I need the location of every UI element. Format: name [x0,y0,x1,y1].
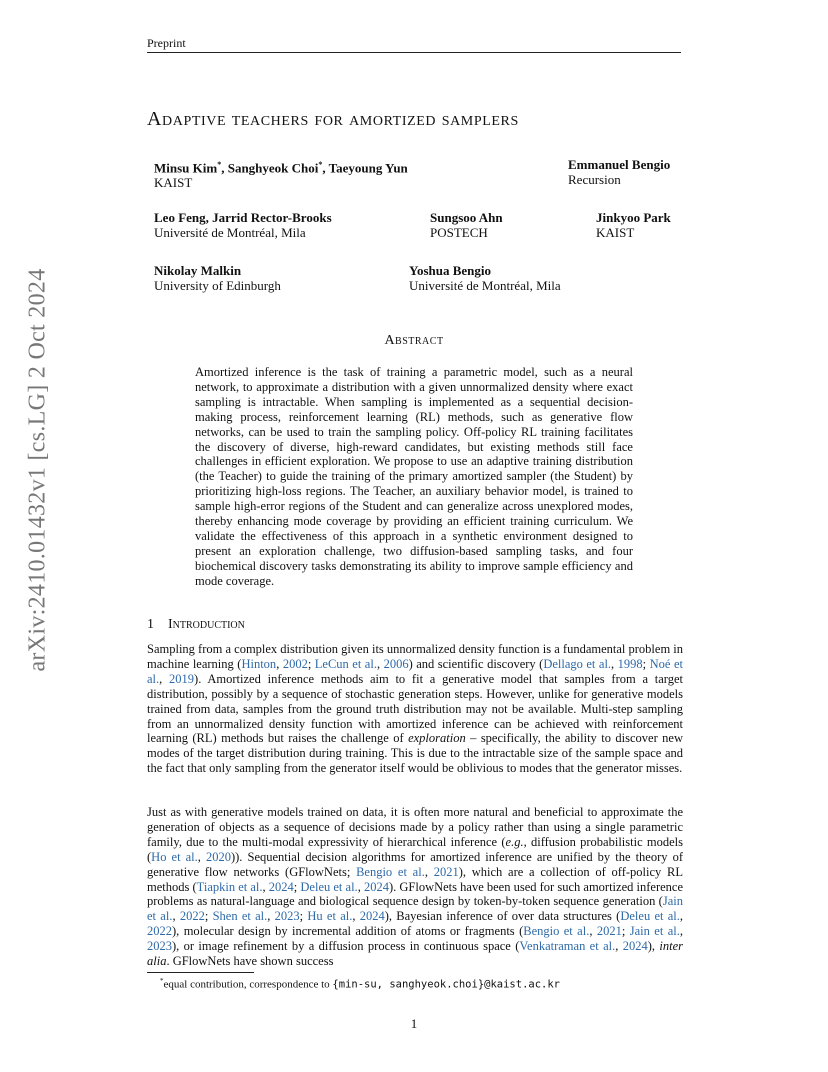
citation-link[interactable]: 2002 [282,656,308,671]
citation-link[interactable]: Tiapkin et al. [196,879,263,894]
author-affiliation: Recursion [568,172,621,187]
page-number: 1 [410,1016,418,1031]
citation-link[interactable]: Jain et al. [147,894,683,924]
citation-link[interactable]: Hinton [241,656,277,671]
citation-link[interactable]: 2023 [147,939,172,954]
author-affiliation: KAIST [596,225,635,240]
citation-link[interactable]: 1998 [617,656,643,671]
author-name: , Sanghyeok Choi [221,160,319,176]
intro-paragraph-2: Just as with generative models trained on data, it is often more natural and beneficial to approximate the generation of objects as a sequence of decisions made by a policy rather than using a single parametric family, due to the multi-modal expressivity of hierarchical inference (e.g., diffusion probabilistic models (Ho et al., 2020)). Sequential decision algorithms for amortized inference are unified by the theory of generative flow networks (GFlowNets; Bengio et al., 2021), which are a collection of off-policy RL methods (Tiapkin et al., 2024; Deleu et al., 2024). GFlowNets have been used for such amortized inference problems as natural-language and biological sequence design by token-by-token sequence generation (Jain et al., 2022; Shen et al., 2023; Hu et al., 2024), Bayesian inference of over data structures (Deleu et al., 2022), molecular design by incremental addition of atoms or fragments (Bengio et al., 2021; Jain et al., 2023), or image refinement by a diffusion process in continuous space (Venkatraman et al., 2024), inter alia. GFlowNets have shown success [147,805,684,969]
author-group-5 [596,210,671,240]
emphasis: e.g. [505,834,524,849]
citation-link[interactable]: 2024 [363,879,389,894]
section-heading [147,617,245,633]
citation-link[interactable]: 2021 [596,924,622,939]
author-group-6 [154,263,281,293]
citation-link[interactable]: Bengio et al. [356,864,425,879]
citation-link[interactable]: Noé et al. [147,656,683,686]
section-number: 1 [147,617,154,632]
author-name: , Taeyoung Yun [322,160,408,176]
citation-link[interactable]: 2022 [147,924,172,939]
emphasis: exploration [408,731,466,746]
citation-link[interactable]: Shen et al. [212,909,268,924]
paper-title: Adaptive teachers for amortized samplers [147,108,519,130]
equal-contrib-mark: * [217,160,222,169]
author-name: Sungsoo Ahn [430,210,503,225]
section-title: Introduction [168,617,245,632]
author-affiliation: Université de Montréal, Mila [154,225,306,240]
author-name: Minsu Kim [154,160,218,176]
author-group-1 [154,157,408,190]
equal-contrib-mark: * [318,160,323,169]
citation-link[interactable]: 2022 [179,909,205,924]
citation-link[interactable]: 2024 [359,909,385,924]
author-name: Jinkyoo Park [596,210,671,225]
author-affiliation: University of Edinburgh [154,278,281,293]
citation-link[interactable]: Jain et al. [629,924,680,939]
citation-link[interactable]: Hu et al. [307,909,353,924]
author-affiliation: Université de Montréal, Mila [409,278,561,293]
citation-link[interactable]: Deleu et al. [300,879,358,894]
arxiv-identifier[interactable]: arXiv:2410.01432v1 [cs.LG] 2 Oct 2024 [24,268,51,672]
author-group-4 [430,210,503,240]
intro-paragraph-1: Sampling from a complex distribution given its unnormalized density function is a fundamental problem in machine learning (Hinton, 2002; LeCun et al., 2006) and scientific discovery (Dellago et al., 1998; Noé et al., 2019). Amortized inference methods aim to fit a generative model that samples from a target distribution, possibly by a sequence of stochastic generation steps. However, unlike for generative models trained from data, samples from the ground truth distribution may not be available. Multi-step sampling from an unnormalized density function with amortized inference can be achieved with reinforcement learning (RL) methods but raises the challenge of exploration – specifically, the ability to discover new modes of the target distribution during training. This is due to the intractable size of the sample space and the fact that only sampling from the generator itself would be oblivious to modes that the generator misses. [147,642,684,776]
abstract-heading: Abstract [384,333,444,348]
citation-link[interactable]: 2019 [169,671,195,686]
author-group-3 [154,210,332,240]
author-affiliation: KAIST [154,175,193,191]
citation-link[interactable]: Dellago et al. [543,656,612,671]
header-rule [147,52,681,53]
citation-link[interactable]: LeCun et al. [314,656,377,671]
footnote [160,977,560,991]
author-name: Leo Feng, Jarrid Rector-Brooks [154,210,332,225]
running-header: Preprint [147,36,186,50]
citation-link[interactable]: 2020 [205,849,231,864]
citation-link[interactable]: 2006 [383,656,409,671]
citation-link[interactable]: 2024 [622,939,648,954]
footnote-rule [147,972,254,973]
author-name: Yoshua Bengio [409,263,491,278]
citation-link[interactable]: Ho et al. [151,849,198,864]
footnote-mark: * [160,977,164,985]
author-name: Nikolay Malkin [154,263,242,278]
citation-link[interactable]: 2021 [433,864,459,879]
emphasis: inter alia [147,939,683,969]
citation-link[interactable]: 2024 [268,879,294,894]
citation-link[interactable]: Deleu et al. [620,909,680,924]
citation-link[interactable]: Bengio et al. [523,924,590,939]
author-affiliation: POSTECH [430,225,488,240]
citation-link[interactable]: 2023 [274,909,300,924]
abstract-body: Amortized inference is the task of training a parametric model, such as a neural network, to approximate a distribution with a given unnormalized density where exact sampling is intractable. When sampling is implemented as a sequential decision-making process, reinforcement learning (RL) methods, such as generative flow networks, can be used to train the sampling policy. Off-policy RL training facilitates the discovery of diverse, high-reward candidates, but existing methods still face challenges in efficient exploration. We propose to use an adaptive training distribution (the Teacher) to guide the training of the primary amortized sampler (the Student) by prioritizing high-loss regions. The Teacher, an auxiliary behavior model, is trained to sample high-error regions of the Student and can generalize across unexplored modes, thereby enhancing mode coverage by providing an efficient training curriculum. We validate the effectiveness of this approach in a synthetic environment designed to present an exploration challenge, two diffusion-based sampling tasks, and four biochemical discovery tasks demonstrating its ability to improve sample efficiency and mode coverage. [195,365,633,588]
author-group-2 [568,157,670,187]
author-name: Emmanuel Bengio [568,157,671,172]
footnote-text: equal contribution, correspondence to [163,978,333,991]
author-group-7 [409,263,561,293]
footnote-email[interactable]: {min-su, sanghyeok.choi}@kaist.ac.kr [332,978,560,991]
citation-link[interactable]: Venkatraman et al. [519,939,616,954]
